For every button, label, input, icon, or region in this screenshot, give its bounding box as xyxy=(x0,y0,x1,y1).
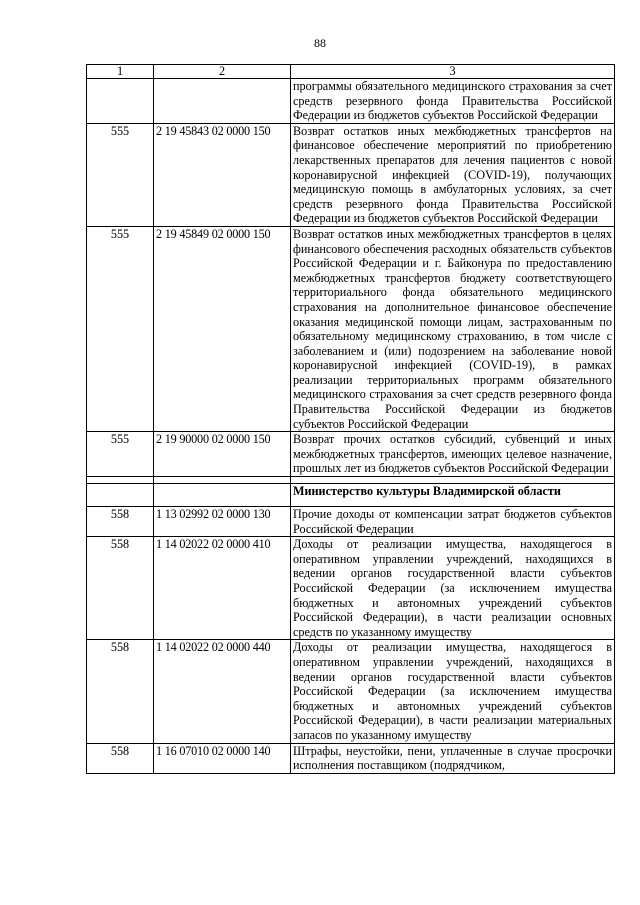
table-row xyxy=(87,79,615,124)
revenue-name: Возврат прочих остатков субсидий, субвенций и иных межбюджетных трансфертов, имеющих целевое назначение, прошлых лет из бюджетов субъектов Российской Федерации xyxy=(291,432,615,477)
table-row xyxy=(87,226,615,431)
revenue-name: Доходы от реализации имущества, находящегося в оперативном управлении учреждений, находящихся в ведении органов государственной власти субъектов Российской Федерации (за исключением имущества бюджетных и автономных учреждений субъектов Российской Федерации), в части реализации материальных запасов по указанному имуществу xyxy=(291,640,615,743)
revenue-name: Доходы от реализации имущества, находящегося в оперативном управлении учреждений, находящихся в ведении органов государственной власти субъектов Российской Федерации (за исключением имущества бюджетных и автономных учреждений субъектов Российской Федерации), в части реализации основных средств по указанному имуществу xyxy=(291,537,615,640)
spacer-row xyxy=(87,477,615,484)
table-row xyxy=(87,743,615,773)
revenue-name: Возврат остатков иных межбюджетных трансфертов на финансовое обеспечение мероприятий по приобретению лекарственных препаратов для лечения пациентов с новой коронавирусной инфекцией (COVID-19), получающих медицинскую помощь в амбулаторных условиях, за счет средств резервного фонда Правительства Российской Федерации из бюджетов субъектов Российской Федерации xyxy=(291,123,615,226)
admin-code: 555 xyxy=(87,226,154,431)
table-header-row xyxy=(87,65,615,79)
revenue-name: Прочие доходы от компенсации затрат бюджетов субъектов Российской Федерации xyxy=(291,507,615,537)
table-row xyxy=(87,640,615,743)
table-row xyxy=(87,507,615,537)
revenue-codes-table xyxy=(86,64,615,774)
revenue-name: Возврат остатков иных межбюджетных трансфертов в целях финансового обеспечения расходных обязательств субъектов Российской Федерации и г. Байконура по предоставлению межбюджетных трансфертов бюджету соответствующего территориального фонда обязательного медицинского страхования на дополнительное финансовое обеспечение оказания медицинской помощи лицам, застрахованным по обязательному медицинскому страхованию, в том числе с заболеванием и (или) подозрением на заболевание новой коронавирусной инфекцией (COVID-19), в рамках реализации территориальных программ обязательного медицинского страхования за счет средств резервного фонда Правительства Российской Федерации из бюджетов субъектов Российской Федерации xyxy=(291,226,615,431)
budget-code: 1 13 02992 02 0000 130 xyxy=(154,507,291,537)
admin-code: 555 xyxy=(87,432,154,477)
admin-code: 558 xyxy=(87,507,154,537)
budget-code: 1 14 02022 02 0000 410 xyxy=(154,537,291,640)
budget-code: 2 19 45843 02 0000 150 xyxy=(154,123,291,226)
admin-code: 555 xyxy=(87,123,154,226)
budget-code xyxy=(154,79,291,124)
column-header-1: 1 xyxy=(87,65,154,79)
admin-code xyxy=(87,79,154,124)
section-header-row xyxy=(87,484,615,507)
table-row xyxy=(87,432,615,477)
table-row xyxy=(87,537,615,640)
column-header-3: 3 xyxy=(291,65,615,79)
admin-code: 558 xyxy=(87,537,154,640)
table-row xyxy=(87,123,615,226)
column-header-2: 2 xyxy=(154,65,291,79)
budget-code: 2 19 45849 02 0000 150 xyxy=(154,226,291,431)
admin-code: 558 xyxy=(87,743,154,773)
admin-code: 558 xyxy=(87,640,154,743)
revenue-name: Штрафы, неустойки, пени, уплаченные в случае просрочки исполнения поставщиком (подрядчиком, xyxy=(291,743,615,773)
budget-code: 1 14 02022 02 0000 440 xyxy=(154,640,291,743)
budget-code: 1 16 07010 02 0000 140 xyxy=(154,743,291,773)
page-number: 88 xyxy=(314,36,326,50)
revenue-name: программы обязательного медицинского страхования за счет средств резервного фонда Правительства Российской Федерации из бюджетов субъектов Российской Федерации xyxy=(291,79,615,124)
budget-code: 2 19 90000 02 0000 150 xyxy=(154,432,291,477)
section-title: Министерство культуры Владимирской области xyxy=(291,484,615,507)
